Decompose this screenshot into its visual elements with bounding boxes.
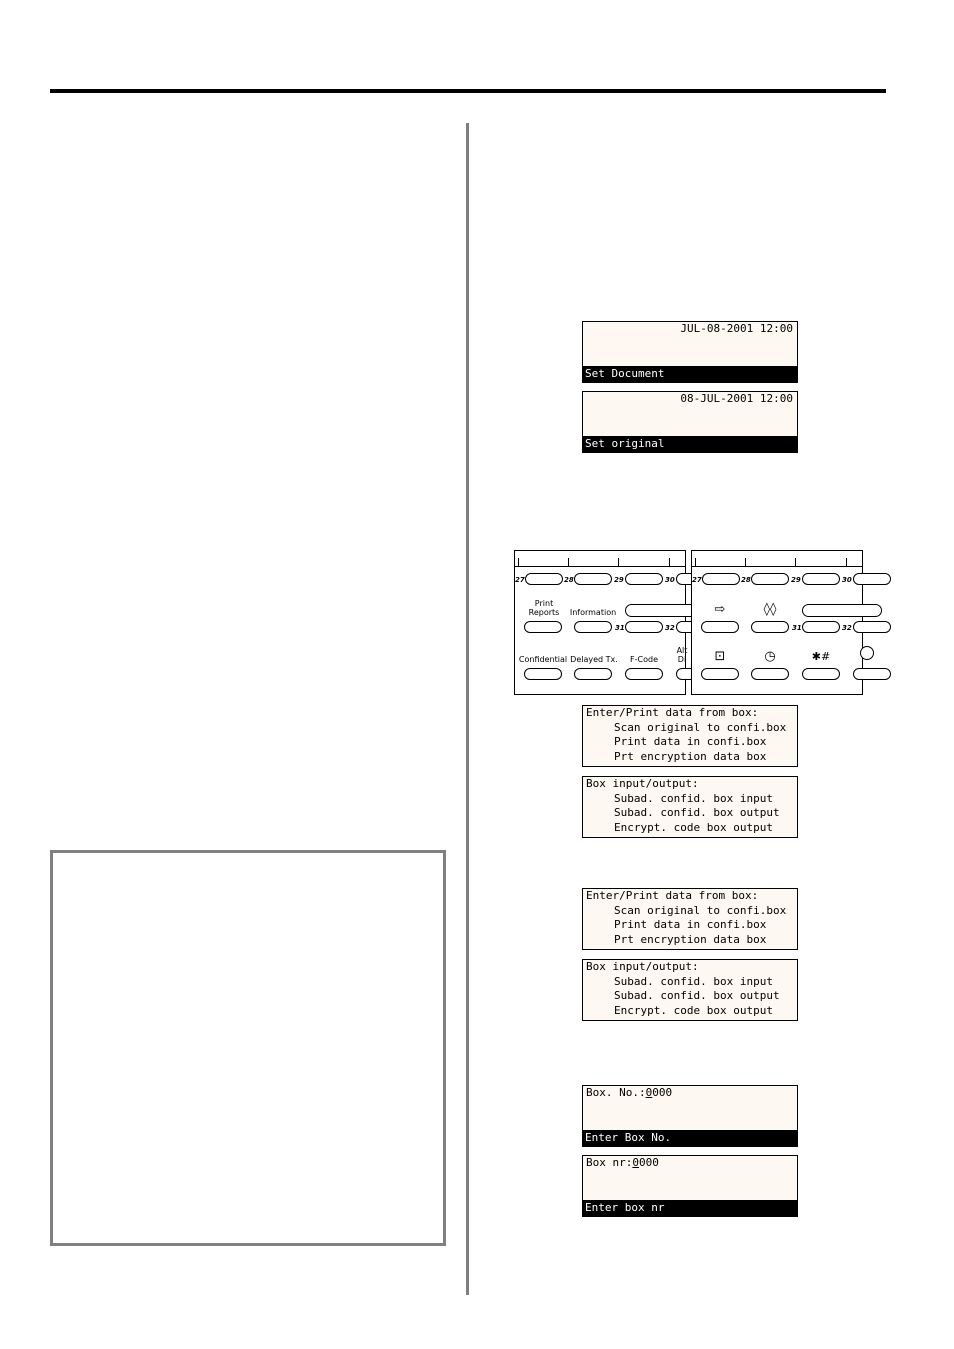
information-label: Information	[569, 608, 617, 617]
key-number: 27	[515, 576, 525, 584]
box-number-digits: 000	[652, 1086, 673, 1099]
menu-title: Enter/Print data from box:	[586, 706, 759, 719]
menu-title: Box input/output:	[586, 960, 699, 973]
confidential-label: Confidential	[518, 655, 568, 664]
lcd-menu-box-data	[582, 705, 798, 767]
key-number: 29	[614, 576, 624, 584]
confidential-key[interactable]	[524, 668, 562, 680]
box-number-cursor: 0	[645, 1086, 653, 1099]
delayed-tx-key[interactable]	[574, 668, 612, 680]
lcd-datetime: 08-JUL-2001 12:00	[680, 392, 793, 405]
key-number: 28	[564, 576, 574, 584]
key-number: 31	[615, 624, 625, 632]
box-number-label: Box. No.:	[586, 1086, 646, 1099]
one-touch-key-31[interactable]	[625, 621, 663, 633]
lcd-display-date-eu	[582, 391, 798, 453]
lcd-menu-box-io	[582, 776, 798, 838]
one-touch-key-31[interactable]	[802, 621, 840, 633]
clock-icon: ◷	[764, 649, 776, 664]
send-icon: ⇨	[714, 602, 726, 617]
box-icon: ⊡	[714, 649, 726, 664]
clock-key[interactable]	[751, 668, 789, 680]
information-key[interactable]	[574, 621, 612, 633]
box-number-cursor: 0	[632, 1156, 639, 1169]
lcd-status: Set original	[583, 436, 797, 452]
lcd-status: Enter box nr	[583, 1200, 797, 1216]
lcd-box-number-eu	[582, 1155, 798, 1217]
menu-item-print[interactable]: Print data in confi.box	[614, 918, 767, 931]
lcd-box-number-us	[582, 1085, 798, 1147]
key-number: 30	[842, 576, 852, 584]
operation-panel-left	[514, 550, 686, 695]
key-number: 32	[842, 624, 852, 632]
one-touch-key-29[interactable]	[625, 573, 663, 585]
menu-item-scan[interactable]: Scan original to confi.box	[614, 903, 787, 917]
menu-item-encrypt-output[interactable]: Encrypt. code box output	[614, 820, 773, 834]
menu-title: Enter/Print data from box:	[586, 889, 759, 902]
one-touch-key-27[interactable]	[525, 573, 563, 585]
menu-item-print[interactable]: Print data in confi.box	[614, 735, 767, 748]
diamonds-key[interactable]	[751, 621, 789, 633]
key[interactable]	[853, 668, 891, 680]
column-divider	[466, 123, 469, 1295]
menu-list	[614, 792, 780, 836]
key-number: 29	[791, 576, 801, 584]
menu-item-encryption[interactable]: Prt encryption data box	[614, 749, 767, 763]
f-code-key[interactable]	[625, 668, 663, 680]
f-code-label: F-Code	[630, 655, 658, 664]
menu-item-encryption[interactable]: Prt encryption data box	[614, 932, 767, 946]
menu-item-input[interactable]: Subad. confid. box input	[614, 974, 773, 988]
menu-list	[614, 904, 786, 948]
lcd-menu-box-io	[582, 959, 798, 1021]
menu-item-scan[interactable]: Scan original to confi.box	[614, 720, 787, 734]
key-number: 32	[665, 624, 675, 632]
menu-item-output[interactable]: Subad. confid. box output	[614, 989, 780, 1002]
wide-key[interactable]	[802, 604, 882, 617]
print-reports-label: Print Reports	[528, 599, 560, 617]
operation-panel-right	[691, 550, 863, 695]
print-reports-key[interactable]	[524, 621, 562, 633]
lcd-menu-box-data	[582, 888, 798, 950]
menu-list	[614, 975, 780, 1019]
lcd-status: Set Document	[583, 366, 797, 382]
lcd-datetime: JUL-08-2001 12:00	[680, 322, 793, 335]
lcd-status: Enter Box No.	[583, 1130, 797, 1146]
box-number-field[interactable]	[586, 1156, 659, 1171]
one-touch-key-32[interactable]	[853, 621, 891, 633]
one-touch-key-30[interactable]	[853, 573, 891, 585]
key-number: 30	[665, 576, 675, 584]
panel-strip	[692, 551, 862, 567]
menu-item-input[interactable]: Subad. confid. box input	[614, 791, 773, 805]
top-rule	[50, 89, 886, 93]
one-touch-key-28[interactable]	[574, 573, 612, 585]
one-touch-key-27[interactable]	[702, 573, 740, 585]
menu-list	[614, 721, 786, 765]
menu-item-encrypt-output[interactable]: Encrypt. code box output	[614, 1003, 773, 1017]
lcd-display-date-us	[582, 321, 798, 383]
one-touch-key-28[interactable]	[751, 573, 789, 585]
star-hash-key[interactable]	[802, 668, 840, 680]
key-number: 27	[692, 576, 702, 584]
box-key[interactable]	[701, 668, 739, 680]
star-hash-icon: ✱#	[811, 650, 831, 663]
key-number: 28	[741, 576, 751, 584]
diamonds-icon: ◊◊	[763, 602, 777, 617]
note-box	[50, 850, 446, 1246]
one-touch-key-29[interactable]	[802, 573, 840, 585]
menu-title: Box input/output:	[586, 777, 699, 790]
menu-item-output[interactable]: Subad. confid. box output	[614, 806, 780, 819]
box-number-label: Box nr:	[586, 1156, 633, 1169]
round-key[interactable]	[860, 646, 874, 660]
box-number-field[interactable]	[586, 1086, 672, 1101]
box-number-digits: 000	[638, 1156, 659, 1169]
alt-label: Alt Di	[676, 646, 688, 664]
delayed-tx-label: Delayed Tx.	[570, 655, 618, 664]
panel-strip	[515, 551, 685, 567]
send-key[interactable]	[701, 621, 739, 633]
key-number: 31	[792, 624, 802, 632]
